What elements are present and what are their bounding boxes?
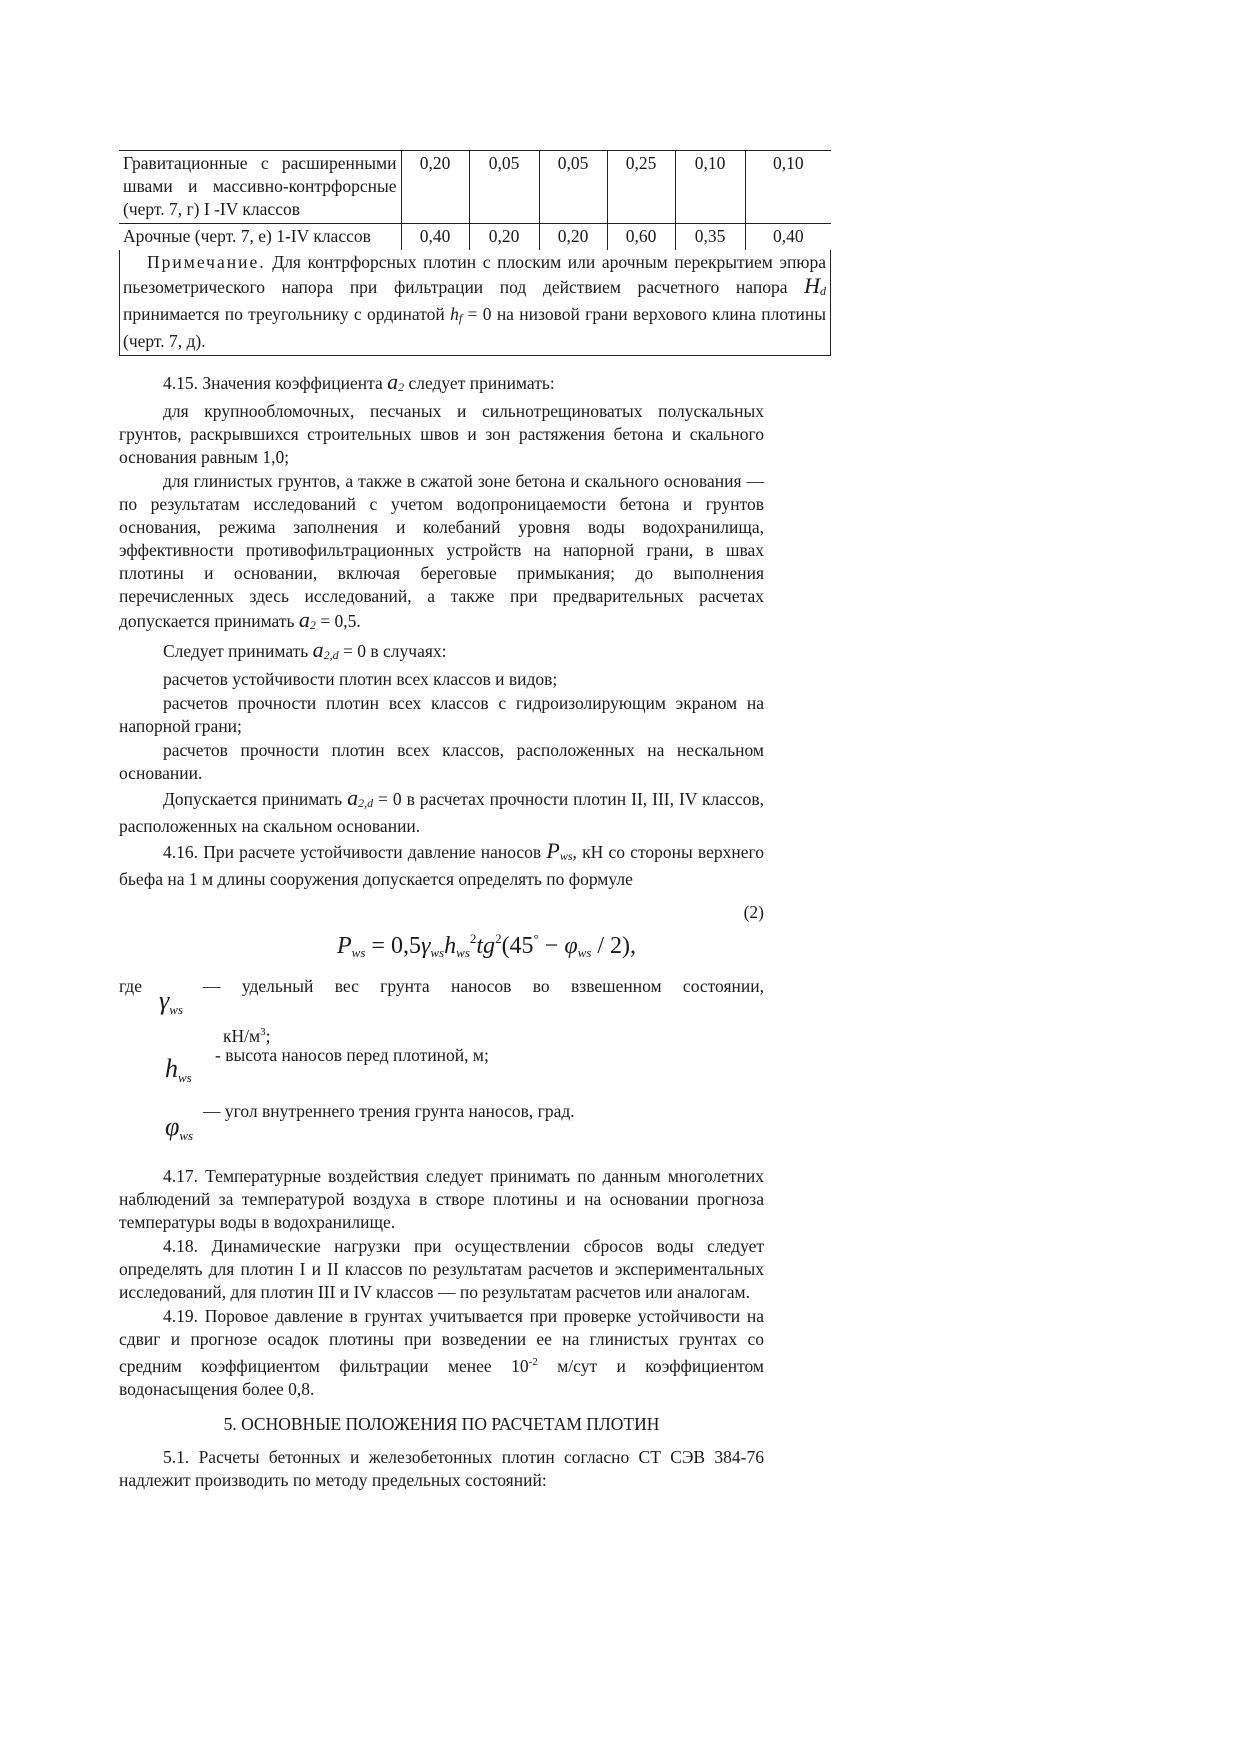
paragraph-4-17: 4.17. Температурные воздействия следует принимать по данным многолетних наблюдений за температурой воздуха в створе плотины и на основании прогноза температуры воды в водохранилище. [119,1166,764,1232]
symbol-H-sub: d [820,284,826,298]
note-text: принимается по треугольнику с ординатой [123,304,451,324]
paragraph-text: для глинистых грунтов, а также в сжатой зоне бетона и скального основания — по результатам исследований с учетом водопроницаемости бетона и грунтов основания, режима заполнения и колебаний уровня воды водохранилища, эффективности противофильтрационных устройств на напорной грани, в швах плотины и основании, включая береговые примыкания; до выполнения перечисленных здесь исследований, а также при предварительных расчетах допускается принимать [119,471,764,631]
paragraph-4-19 [119,1305,764,1401]
paragraph-text: , кН со стороны верхнего бьефа на 1 м длины сооружения допускается определять по формуле [119,842,764,889]
paragraph-text: Следует принимать [163,641,313,661]
symbol-a-sub: 2 [398,380,405,394]
paragraph-coarse-soils: для крупнообломочных, песчаных и сильнотрещиноватых полускальных грунтов, раскрывшихся строительных швов и зон растяжения бетона и скального основания равным 1,0; [119,401,764,467]
formula-number: (2) [743,902,764,922]
h-ws-symbol: hws [165,1054,192,1085]
symbol-h: h [450,304,459,324]
paragraph-text: = 0 в случаях: [338,641,447,661]
formula-block [119,897,764,971]
case-item: расчетов устойчивости плотин всех классов и видов; [163,669,558,689]
dam-type-cell: Гравитационные с расширенными швами и массивно-контрфорсные (черт. 7, г) I -IV классов [119,151,401,224]
table-note [119,250,831,356]
case-item: расчетов прочности плотин всех классов, расположенных на нескальном основании. [119,740,764,783]
table-row [119,151,831,224]
value-cell: 0,40 [745,224,831,251]
value-cell: 0,10 [675,151,745,224]
symbol-a-sub: 2,d [323,648,339,662]
symbol-a: a [387,369,399,394]
paragraph-follow [119,638,764,667]
value-cell: 0,20 [469,224,539,251]
symbol-P-sub: ws [559,849,573,863]
where-h-text: - высота наносов перед плотиной, м; [215,1045,489,1065]
symbol-a-sub: 2 [309,618,316,632]
value-cell: 0,05 [469,151,539,224]
paragraph-text: 4.16. При расчете устойчивости давление наносов [163,842,547,862]
value-cell: 0,40 [401,224,469,251]
value-cell: 0,05 [539,151,607,224]
symbol-h-sub: f [458,311,463,325]
paragraph-4-16 [119,839,764,891]
paragraph-clay-soils [119,470,764,637]
dam-type-cell: Арочные (черт. 7, е) 1-IV классов [119,224,401,251]
symbol-a: a [298,607,310,632]
symbol-H: H [804,273,820,298]
superscript: -2 [528,1356,538,1368]
paragraph-text: = 0 в расчетах прочности плотин II, III, IV классов, расположенных на скальном основании. [119,789,764,836]
coefficient-table-fragment [119,150,831,356]
value-cell: 0,60 [607,224,675,251]
paragraph-text: м/сут и коэффициентом водонасыщения более 0,8. [119,1355,764,1399]
gamma-ws-symbol: γws [159,986,183,1017]
value-cell: 0,35 [675,224,745,251]
symbol-P: P [546,838,560,863]
note-label: Примечание. [147,252,266,272]
table-row [119,224,831,251]
value-cell: 0,20 [539,224,607,251]
paragraph-4-18: 4.18. Динамические нагрузки при осуществлении сбросов воды следует определять для плотин I и II классов по результатам расчетов и экспериментальных исследований, для плотин III и IV классов — по результатам расчетов или аналогам. [119,1236,764,1302]
note-text: Для контрфорсных плотин с плоским или арочным перекрытием эпюра пьезометрического напора при фильтрации под действием расчетного напора [123,252,826,297]
paragraph-5-1: 5.1. Расчеты бетонных и железобетонных плотин согласно СТ СЭВ 384-76 надлежит производить по методу предельных состояний: [119,1446,764,1490]
paragraph-text: = 0,5. [315,611,361,631]
where-phi-text: — угол внутреннего трения грунта наносов, град. [203,1101,575,1121]
paragraph-allow [119,786,764,838]
phi-ws-symbol: φws [165,1112,194,1143]
document-page [119,150,831,1493]
paragraph-text: 4.15. Значения коэффициента [163,373,388,393]
symbol-a: a [347,785,359,810]
where-list [119,975,764,1165]
value-cell: 0,20 [401,151,469,224]
document-body [119,370,764,1492]
paragraph-4-15 [119,370,764,399]
where-word: где [119,976,142,996]
formula: Pws = $0,5\gamma wshws^2tg^2(45^\circ - \varphi ws / 2)$, [337,931,636,960]
paragraph-text: Допускается принимать [163,789,348,809]
case-item: расчетов прочности плотин всех классов с гидроизолирующим экраном на напорной грани; [119,693,764,736]
coefficient-table [119,150,831,250]
section-title: 5. ОСНОВНЫЕ ПОЛОЖЕНИЯ ПО РАСЧЕТАМ ПЛОТИН [223,1413,660,1434]
paragraph-text: следует принимать: [404,373,555,393]
note-text: = 0 на низовой грани верхового клина плотины (черт. 7, д). [123,304,826,351]
value-cell: 0,10 [745,151,831,224]
symbol-a: a [312,637,324,662]
where-gamma-text: — удельный вес грунта наносов во взвешенном состоянии, [203,976,764,996]
value-cell: 0,25 [607,151,675,224]
where-gamma-unit: $кН/м^3$; [223,1025,271,1046]
symbol-a-sub: 2,d [358,796,374,810]
paragraph-text: 4.19. Поровое давление в грунтах учитывается при проверке устойчивости на сдвиг и прогнозе осадок плотины при возведении ее на глинистых грунтах со средним коэффициентом фильтрации менее 10 [119,1306,764,1376]
